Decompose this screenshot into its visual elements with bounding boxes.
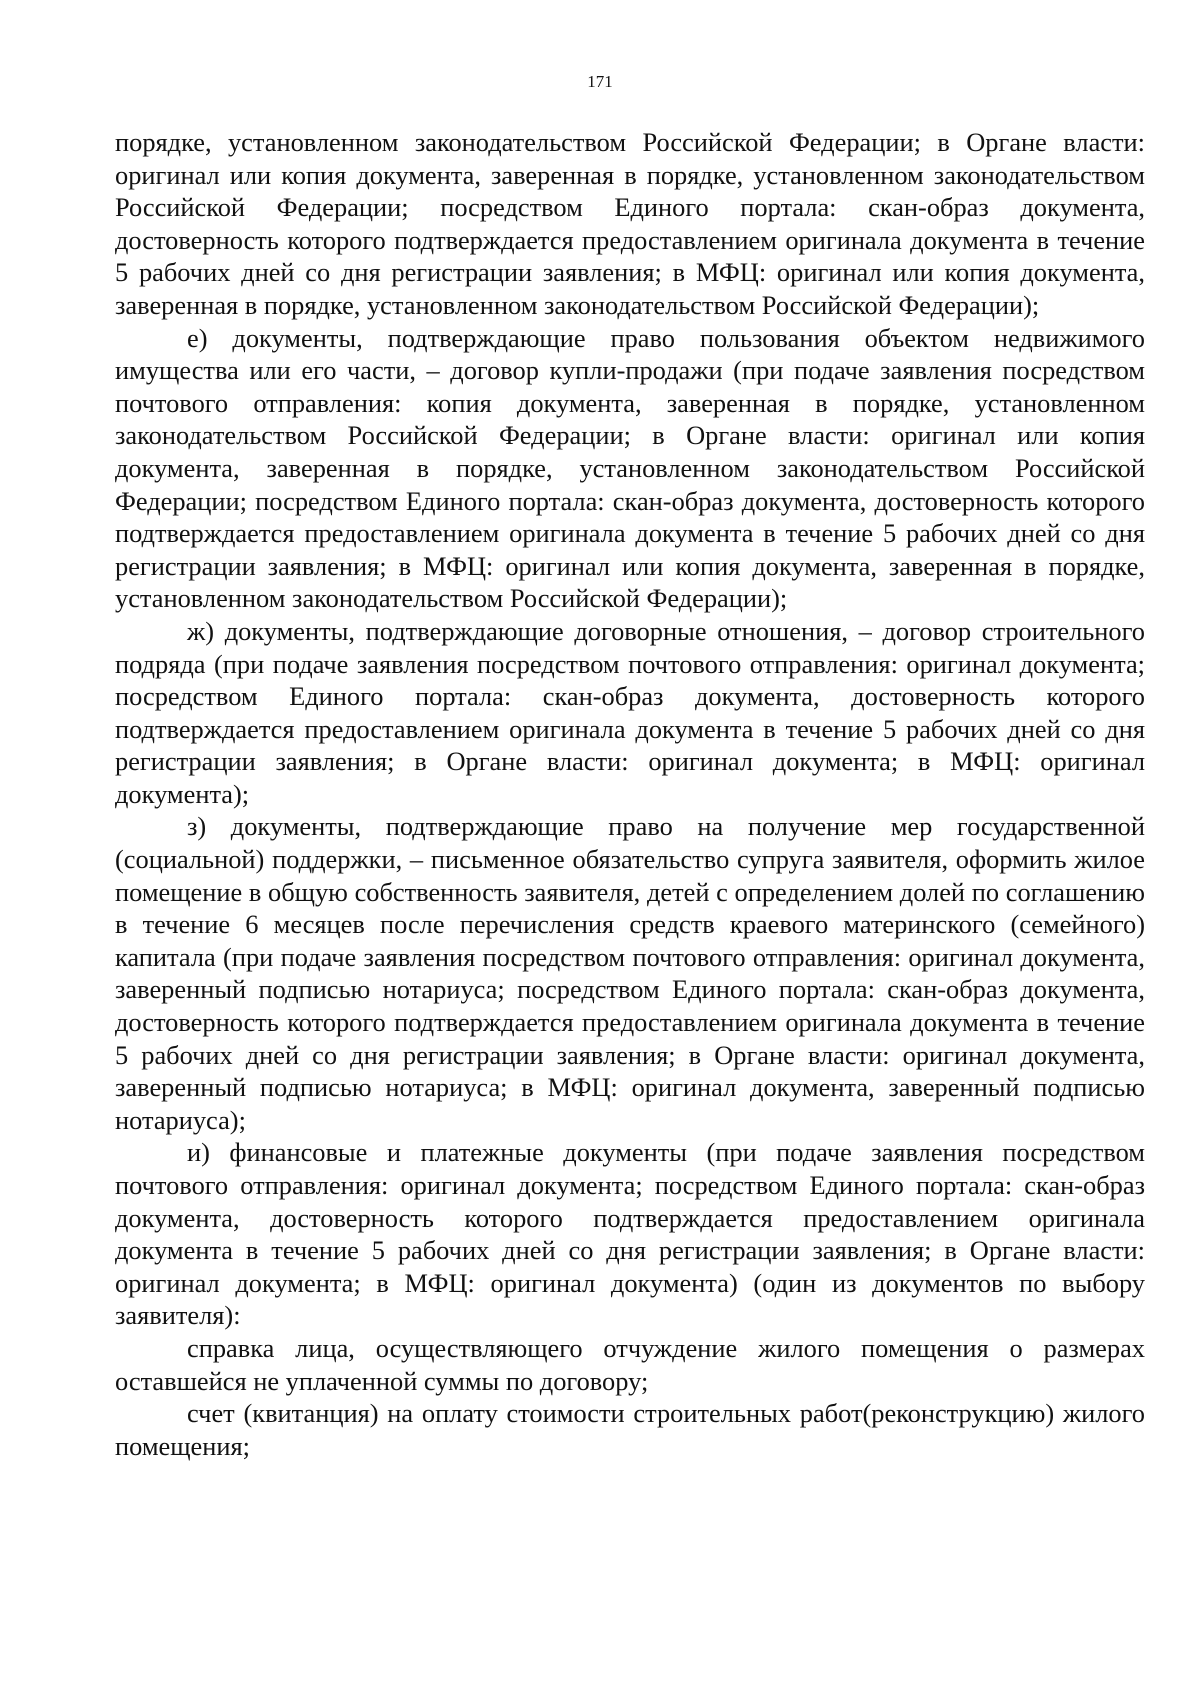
paragraph-item-i: и) финансовые и платежные документы (при подаче заявления посредством почтового отправления: оригинал документа; посредством Единого портала: скан-образ документа, достоверность которого подтверждается предоставлением оригинала документа в течение 5 рабочих дней со дня регистрации заявления; в Органе власти: оригинал документа; в МФЦ: оригинал документа) (один из документов по выбору заявителя):	[115, 1137, 1145, 1331]
paragraph-sub-item-certificate: справка лица, осуществляющего отчуждение жилого помещения о размерах оставшейся не уплаченной суммы по договору;	[115, 1332, 1145, 1396]
paragraph-continuation: порядке, установленном законодательством Российской Федерации; в Органе власти: оригинал или копия документа, заверенная в порядке, установленном законодательством Российской Федерации; посредством Единого портала: скан-образ документа, достоверность которого подтверждается предоставлением оригинала документа в течение 5 рабочих дней со дня регистрации заявления; в МФЦ: оригинал или копия документа, заверенная в порядке, установленном законодательством Российской Федерации);	[115, 127, 1145, 320]
page-number: 171	[587, 72, 613, 91]
paragraph-item-zh: ж) документы, подтверждающие договорные отношения, – договор строительного подряда (при подаче заявления посредством почтового отправления: оригинал документа; посредством Единого портала: скан-образ документа, достоверность которого подтверждается предоставлением оригинала документа в течение 5 рабочих дней со дня регистрации заявления; в Органе власти: оригинал документа; в МФЦ: оригинал документа);	[115, 615, 1145, 809]
paragraph-item-z: з) документы, подтверждающие право на получение мер государственной (социальной) поддержки, – письменное обязательство супруга заявителя, оформить жилое помещение в общую собственность заявителя, детей с определением долей по соглашению в течение 6 месяцев после перечисления средств краевого материнского (семейного) капитала (при подаче заявления посредством почтового отправления: оригинал документа, заверенный подписью нотариуса; посредством Единого портала: скан-образ документа, достоверность которого подтверждается предоставлением оригинала документа в течение 5 рабочих дней со дня регистрации заявления; в Органе власти: оригинал документа, заверенный подписью нотариуса; в МФЦ: оригинал документа, заверенный подписью нотариуса);	[115, 811, 1145, 1135]
paragraph-item-e: е) документы, подтверждающие право пользования объектом недвижимого имущества или его части, – договор купли-продажи (при подаче заявления посредством почтового отправления: копия документа, заверенная в порядке, установленном законодательством Российской Федерации; в Органе власти: оригинал или копия документа, заверенная в порядке, установленном законодательством Российской Федерации; посредством Единого портала: скан-образ документа, достоверность которого подтверждается предоставлением оригинала документа в течение 5 рабочих дней со дня регистрации заявления; в МФЦ: оригинал или копия документа, заверенная в порядке, установленном законодательством Российской Федерации);	[115, 322, 1145, 614]
document-body	[115, 126, 1145, 1462]
paragraph-sub-item-invoice: счет (квитанция) на оплату стоимости строительных работ(реконструкцию) жилого помещения;	[115, 1398, 1145, 1461]
